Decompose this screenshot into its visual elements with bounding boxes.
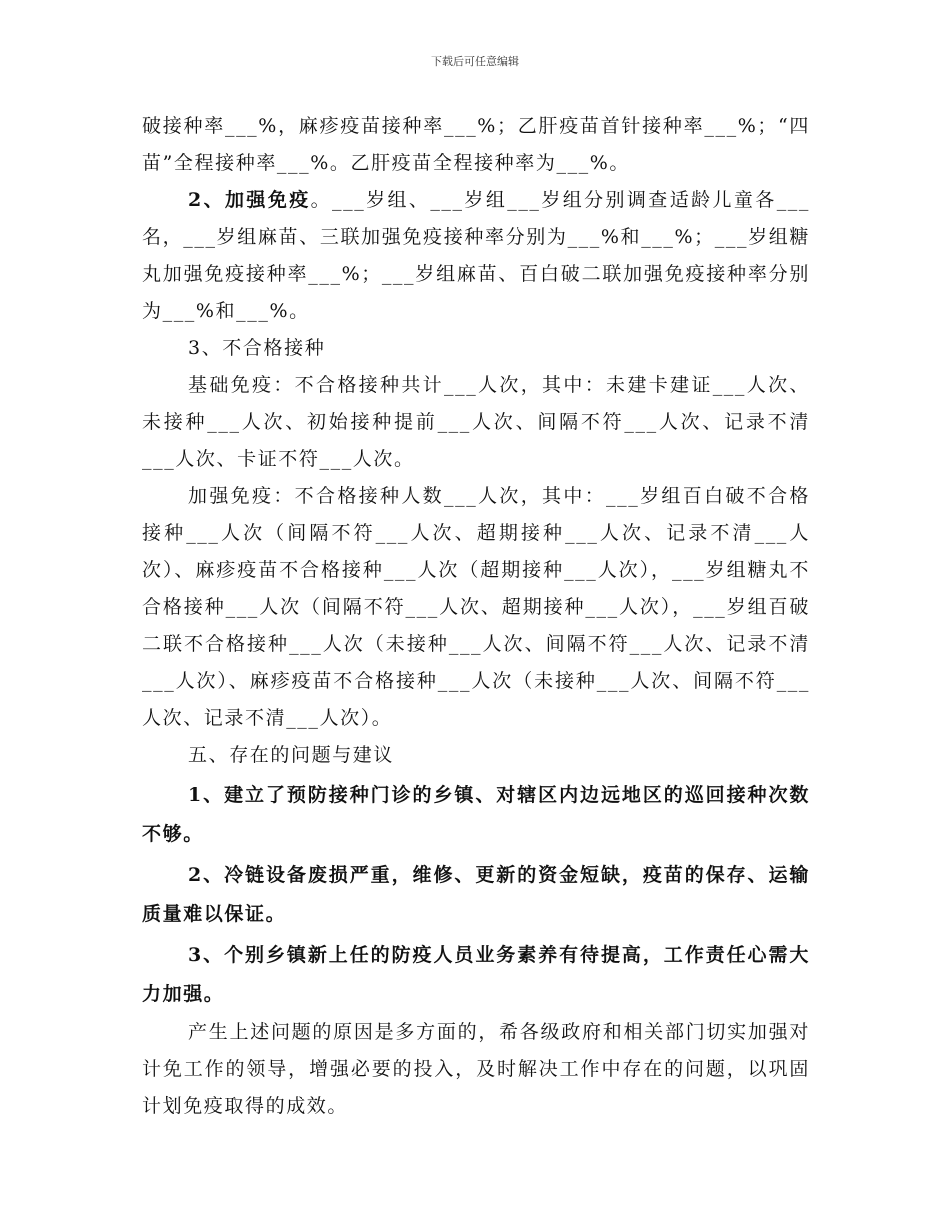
paragraph-vaccination-rates: 破接种率___%，麻疹疫苗接种率___%；乙肝疫苗首针接种率___%；“四苗”全程接种率___%。乙肝疫苗全程接种率为___%。	[142, 115, 810, 174]
paragraph-booster-unqualified: 加强免疫：不合格接种人数___人次，其中：___岁组百白破不合格接种___人次（间隔不符___人次、超期接种___人次、记录不清___人次）、麻疹疫苗不合格接种___人次（超期接种___人次），___岁组糖丸不合格接种___人次（间隔不符___人次、超期接种___人次），___岁组百破二联不合格接种___人次（未接种___人次、间隔不符___人次、记录不清___人次）、麻疹疫苗不合格接种___人次（未接种___人次、间隔不符___人次、记录不清___人次）。	[142, 485, 810, 729]
paragraph-conclusion: 产生上述问题的原因是多方面的，希各级政府和相关部门切实加强对计免工作的领导，增强必要的投入，及时解决工作中存在的问题，以巩固计划免疫取得的成效。	[142, 1021, 810, 1117]
problem-item-2: 2、冷链设备废损严重，维修、更新的资金短缺，疫苗的保存、运输质量难以保证。	[142, 864, 810, 925]
booster-body-text: 。___岁组、___岁组___岁组分别调查适龄儿童各___名，___岁组麻苗、三联加强免疫接种率分别为___%和___%；___岁组糖丸加强免疫接种率___%；___岁组麻苗、百白破二联加强免疫接种率分别为___%和___%。	[142, 189, 810, 322]
document-body	[142, 108, 810, 1125]
paragraph-basic-immunization: 基础免疫：不合格接种共计___人次，其中：未建卡建证___人次、未接种___人次、初始接种提前___人次、间隔不符___人次、记录不清___人次、卡证不符___人次。	[142, 374, 810, 470]
section-heading-unqualified: 3、不合格接种	[188, 337, 326, 359]
problem-item-1: 1、建立了预防接种门诊的乡镇、对辖区内边远地区的巡回接种次数不够。	[142, 784, 810, 845]
section-heading-booster: 2、加强免疫	[188, 189, 311, 211]
paragraph-booster-immunization	[142, 182, 810, 330]
problem-item-3: 3、个别乡镇新上任的防疫人员业务素养有待提高，工作责任心需大力加强。	[142, 944, 810, 1005]
page-header: 下载后可任意编辑	[431, 55, 519, 68]
section-heading-problems: 五、存在的问题与建议	[188, 744, 395, 766]
